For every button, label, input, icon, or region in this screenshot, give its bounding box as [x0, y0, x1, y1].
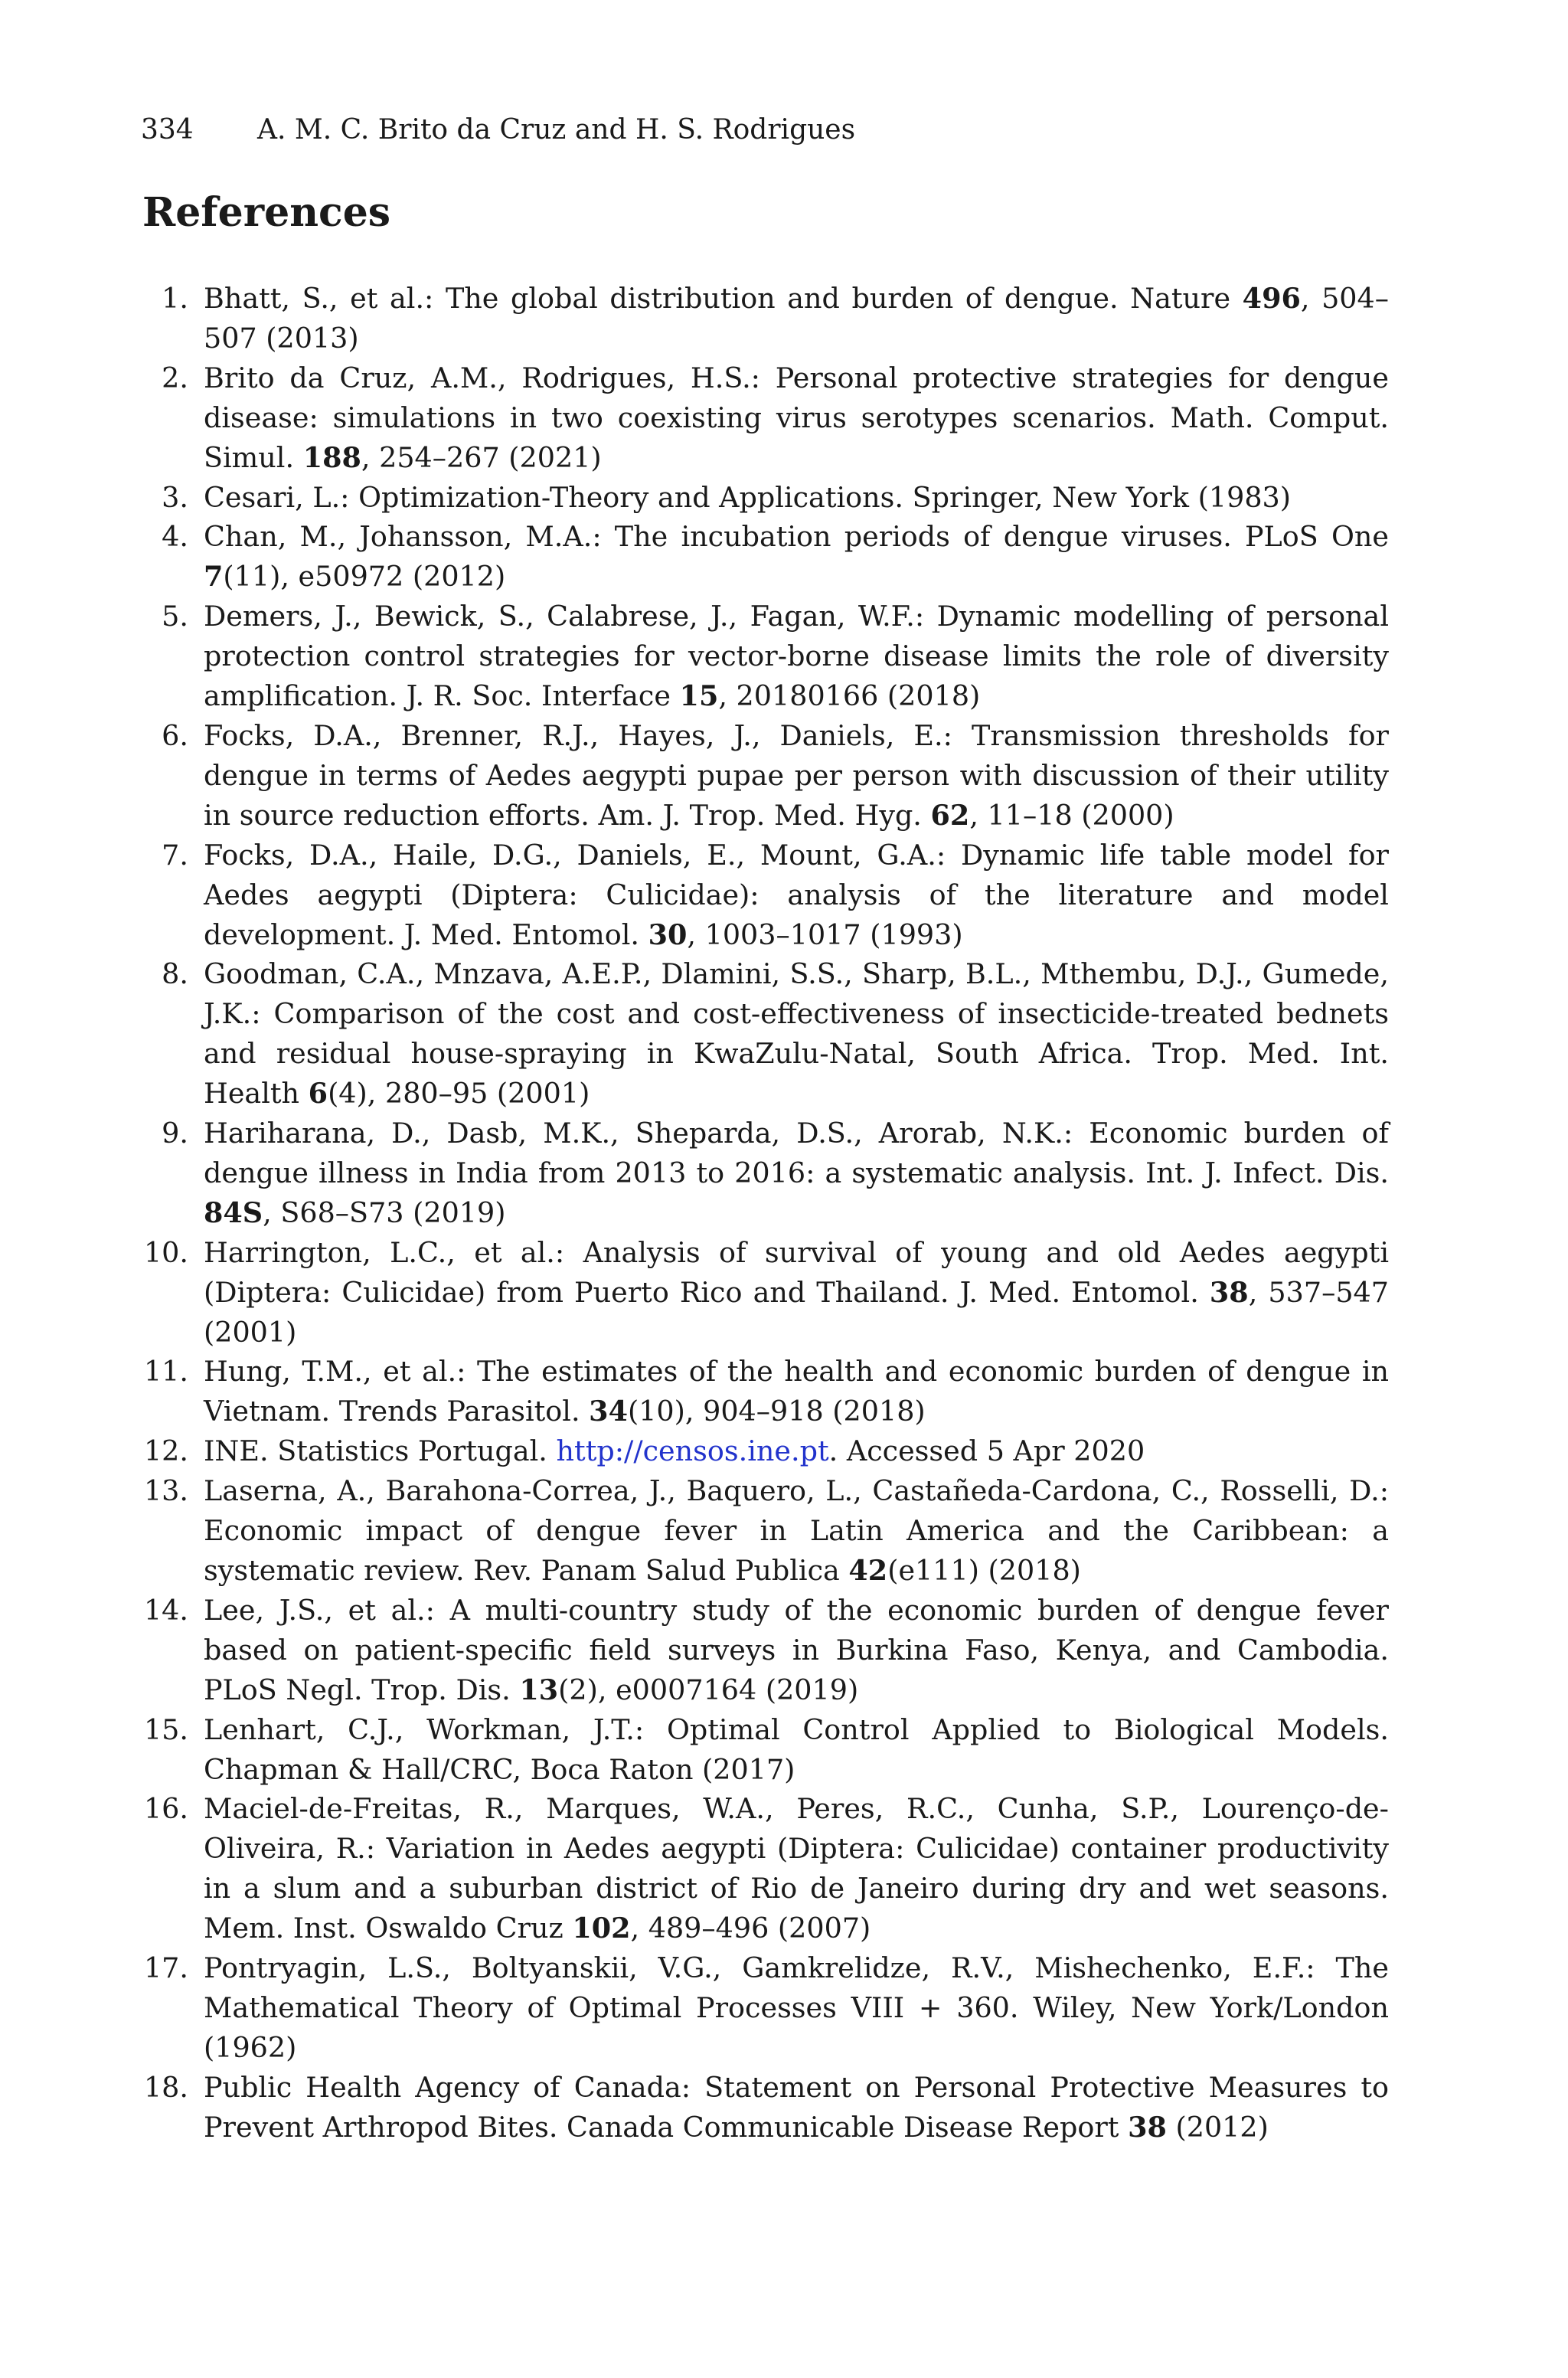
- reference-number: 12.: [143, 1434, 188, 1468]
- reference-segment: . Accessed 5 Apr 2020: [828, 1434, 1145, 1468]
- reference-text: [204, 1710, 1389, 1790]
- reference-number: 5.: [162, 600, 188, 633]
- reference-volume: 15: [679, 679, 719, 713]
- reference-volume: 38: [1209, 1275, 1249, 1309]
- reference-number: 15.: [143, 1712, 188, 1746]
- reference-segment: Focks, D.A., Haile, D.G., Daniels, E., Mount, G.A.: Dynamic life table model for Aedes aegypti (Diptera: Culicidae): analysis of the literature and model development. J. Med. Entomol.: [204, 838, 1389, 951]
- reference-volume: 102: [572, 1912, 631, 1945]
- reference-segment: Lenhart, C.J., Workman, J.T.: Optimal Control Applied to Biological Models. Chapman & Hall/CRC, Boca Raton (2017): [204, 1712, 1389, 1786]
- reference-number: 8.: [162, 957, 188, 991]
- reference-text: [204, 1948, 1389, 2068]
- reference-text: [204, 597, 1389, 716]
- reference-item: [142, 1710, 1389, 1790]
- reference-text: [204, 1591, 1389, 1710]
- reference-number: 11.: [143, 1355, 188, 1389]
- reference-volume: 34: [589, 1395, 628, 1428]
- reference-text: [204, 1114, 1389, 1233]
- reference-item: [142, 954, 1389, 1114]
- reference-number: 14.: [143, 1593, 188, 1627]
- reference-volume: 30: [648, 918, 688, 951]
- reference-text: [204, 478, 1389, 518]
- reference-number: 1.: [162, 282, 188, 315]
- reference-segment: Demers, J., Bewick, S., Calabrese, J., Fagan, W.F.: Dynamic modelling of personal protection control strategies for vector-borne disease limits the role of diversity amplification. J. R. Soc. Interface: [204, 600, 1389, 713]
- reference-number: 18.: [143, 2070, 188, 2104]
- reference-item: [142, 1948, 1389, 2068]
- reference-item: [142, 1591, 1389, 1710]
- reference-number: 2.: [162, 361, 188, 394]
- reference-segment: (11), e50972 (2012): [223, 560, 506, 594]
- reference-text: [204, 279, 1389, 358]
- reference-number: 7.: [162, 838, 188, 872]
- reference-item: [142, 358, 1389, 478]
- reference-volume: 188: [302, 440, 361, 474]
- reference-segment: (2012): [1166, 2110, 1269, 2144]
- page-number: 334: [141, 114, 194, 146]
- reference-segment: , 504–507 (2013): [204, 282, 1389, 355]
- reference-volume: 38: [1128, 2110, 1167, 2144]
- reference-segment: (4), 280–95 (2001): [328, 1077, 590, 1110]
- reference-list: [142, 279, 1389, 2147]
- reference-segment: , 20180166 (2018): [718, 679, 981, 713]
- reference-number: 6.: [162, 718, 188, 752]
- reference-volume: 7: [204, 560, 224, 594]
- reference-segment: Harrington, L.C., et al.: Analysis of survival of young and old Aedes aegypti (Diptera: Culicidae) from Puerto Rico and Thailand. J. Med. Entomol.: [204, 1235, 1389, 1309]
- reference-item: [142, 1789, 1389, 1948]
- reference-text: [204, 1233, 1389, 1353]
- reference-item: [142, 1431, 1389, 1471]
- reference-url-link[interactable]: http://censos.ine.pt: [556, 1434, 829, 1468]
- reference-segment: (10), 904–918 (2018): [627, 1395, 926, 1428]
- reference-segment: Hung, T.M., et al.: The estimates of the health and economic burden of dengue in Vietnam. Trends Parasitol.: [204, 1355, 1389, 1428]
- reference-segment: , 11–18 (2000): [969, 798, 1174, 832]
- reference-item: [142, 1471, 1389, 1591]
- reference-text: [204, 1471, 1389, 1591]
- reference-number: 16.: [143, 1792, 188, 1826]
- reference-text: [204, 836, 1389, 955]
- reference-segment: , 489–496 (2007): [630, 1912, 871, 1945]
- reference-segment: , 1003–1017 (1993): [687, 918, 963, 951]
- reference-item: [142, 1114, 1389, 1233]
- running-head-authors: A. M. C. Brito da Cruz and H. S. Rodrigues: [257, 114, 856, 146]
- reference-segment: Laserna, A., Barahona-Correa, J., Baquero, L., Castañeda-Cardona, C., Rosselli, D.: Economic impact of dengue fever in Latin America and the Caribbean: a systematic review. Rev. Panam Salud Publica: [204, 1474, 1389, 1587]
- reference-segment: , S68–S73 (2019): [263, 1196, 506, 1229]
- reference-number: 9.: [162, 1117, 188, 1150]
- reference-volume: 84S: [204, 1196, 263, 1229]
- reference-text: [204, 954, 1389, 1114]
- reference-item: [142, 279, 1389, 358]
- reference-segment: Public Health Agency of Canada: Statement on Personal Protective Measures to Prevent Arthropod Bites. Canada Communicable Disease Report: [204, 2070, 1389, 2144]
- reference-segment: (2), e0007164 (2019): [558, 1673, 859, 1706]
- section-title: References: [142, 189, 391, 236]
- reference-volume: 13: [519, 1673, 559, 1706]
- reference-text: [204, 1352, 1389, 1431]
- reference-text: [204, 2068, 1389, 2147]
- reference-segment: Lee, J.S., et al.: A multi-country study of the economic burden of dengue fever based on patient-specific field surveys in Burkina Faso, Kenya, and Cambodia. PLoS Negl. Trop. Dis.: [204, 1593, 1389, 1706]
- reference-text: [204, 517, 1389, 597]
- reference-item: [142, 517, 1389, 597]
- reference-number: 13.: [143, 1474, 188, 1508]
- reference-segment: Bhatt, S., et al.: The global distribution and burden of dengue. Nature: [204, 282, 1243, 315]
- reference-segment: (e111) (2018): [887, 1554, 1081, 1587]
- reference-volume: 62: [930, 798, 970, 832]
- reference-item: [142, 1233, 1389, 1353]
- reference-segment: Chan, M., Johansson, M.A.: The incubation periods of dengue viruses. PLoS One: [204, 520, 1389, 554]
- reference-item: [142, 716, 1389, 836]
- reference-number: 4.: [162, 520, 188, 554]
- reference-number: 3.: [162, 480, 188, 514]
- reference-item: [142, 597, 1389, 716]
- reference-number: 17.: [143, 1951, 188, 1985]
- reference-text: [204, 1431, 1389, 1471]
- reference-item: [142, 478, 1389, 518]
- reference-segment: , 537–547 (2001): [204, 1275, 1389, 1349]
- reference-volume: 6: [308, 1077, 328, 1110]
- reference-segment: Goodman, C.A., Mnzava, A.E.P., Dlamini, S.S., Sharp, B.L., Mthembu, D.J., Gumede, J.K.: Comparison of the cost and cost-effectiveness of insecticide-treated bednets and residual house-spraying in KwaZulu-Natal, South Africa. Trop. Med. Int. Health: [204, 957, 1389, 1110]
- reference-segment: Focks, D.A., Brenner, R.J., Hayes, J., Daniels, E.: Transmission thresholds for dengue in terms of Aedes aegypti pupae per person with discussion of their utility in source reduction efforts. Am. J. Trop. Med. Hyg.: [204, 718, 1389, 832]
- reference-segment: Hariharana, D., Dasb, M.K., Sheparda, D.S., Arorab, N.K.: Economic burden of dengue illness in India from 2013 to 2016: a systematic analysis. Int. J. Infect. Dis.: [204, 1117, 1389, 1189]
- reference-segment: Maciel-de-Freitas, R., Marques, W.A., Peres, R.C., Cunha, S.P., Lourenço-de-Oliveira, R.: Variation in Aedes aegypti (Diptera: Culicidae) container productivity in a slum and a suburban district of Rio de Janeiro during dry and wet seasons. Mem. Inst. Oswaldo Cruz: [204, 1792, 1389, 1945]
- reference-segment: Brito da Cruz, A.M., Rodrigues, H.S.: Personal protective strategies for dengue disease: simulations in two coexisting virus serotypes scenarios. Math. Comput. Simul.: [204, 361, 1389, 474]
- reference-item: [142, 2068, 1389, 2147]
- reference-item: [142, 836, 1389, 955]
- reference-number: 10.: [143, 1235, 188, 1269]
- reference-segment: Pontryagin, L.S., Boltyanskii, V.G., Gamkrelidze, R.V., Mishechenko, E.F.: The Mathematical Theory of Optimal Processes VIII + 360. Wiley, New York/London (1962): [204, 1951, 1389, 2064]
- reference-segment: , 254–267 (2021): [361, 440, 602, 474]
- reference-item: [142, 1352, 1389, 1431]
- reference-volume: 496: [1242, 282, 1301, 315]
- reference-volume: 42: [848, 1554, 888, 1587]
- reference-text: [204, 358, 1389, 478]
- reference-text: [204, 716, 1389, 836]
- reference-text: [204, 1789, 1389, 1948]
- reference-segment: Cesari, L.: Optimization-Theory and Applications. Springer, New York (1983): [204, 480, 1292, 514]
- running-head: [141, 113, 855, 147]
- reference-segment: INE. Statistics Portugal.: [204, 1434, 557, 1468]
